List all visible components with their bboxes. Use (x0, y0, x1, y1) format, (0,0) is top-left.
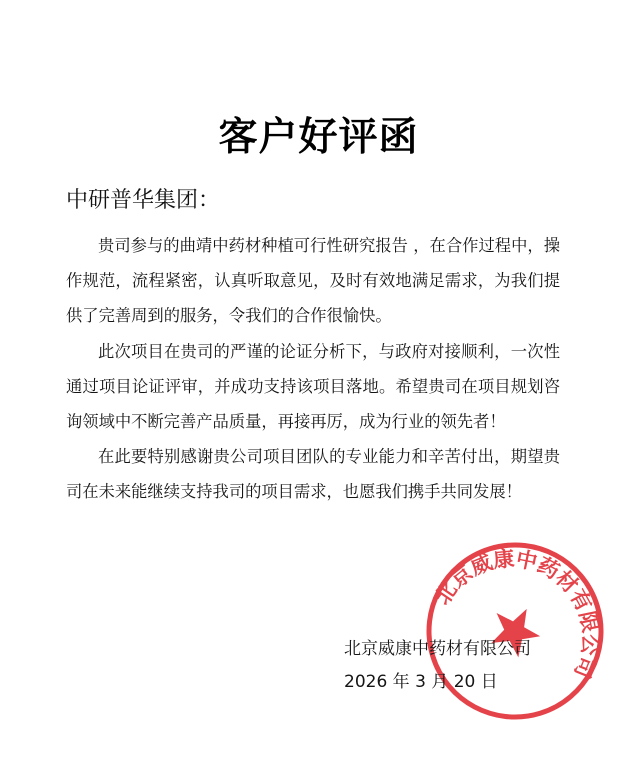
paragraph-2: 此次项目在贵司的严谨的论证分析下，与政府对接顺利，一次性通过项目论证评审，并成功支持该项目落地。希望贵司在项目规划咨询领域中不断完善产品质量，再接再厉，成为行业的领先者！ (66, 341, 560, 432)
paragraph-1: 贵司参与的曲靖中药材种植可行性研究报告 ，在合作过程中，操作规范，流程紧密，认真听取意见，及时有效地满足需求，为我们提供了完善周到的服务，令我们的合作很愉快。 (66, 236, 560, 326)
paragraph-3: 在此要特别感谢贵公司项目团队的专业能力和辛苦付出，期望贵司在未来能继续支持我司的项目需求，也愿我们携手共同发展！ (66, 447, 560, 502)
signature-company: 北京威康中药材有限公司 (344, 639, 531, 659)
signature-date: 2026 年 3 月 20 日 (344, 672, 498, 692)
letter-body (66, 228, 560, 510)
signature-block (344, 633, 531, 699)
letter-title: 客户好评函 (218, 115, 419, 160)
seal-arc-text: 北京威康中药材有限公司 (430, 546, 603, 682)
recipient-salutation: 中研普华集团： (66, 188, 221, 213)
